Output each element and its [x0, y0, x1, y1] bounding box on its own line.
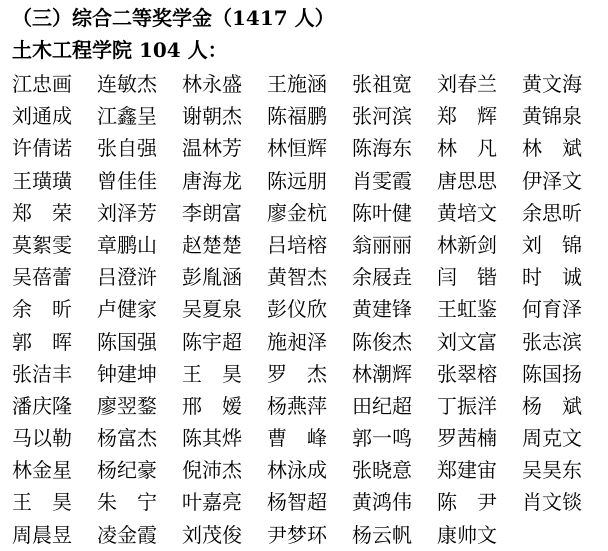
- recipient-name: 潘庆隆: [12, 393, 72, 418]
- recipient-name: 温林芳: [182, 136, 242, 161]
- recipient-name: 黄智杰: [267, 265, 327, 290]
- recipient-name: 莫絮雯: [12, 232, 72, 257]
- recipient-name: 张志滨: [522, 329, 582, 354]
- recipient-name: 王 昊: [182, 361, 242, 386]
- recipient-name: 李朗富: [182, 200, 242, 225]
- recipient-name: 林金星: [12, 458, 72, 483]
- recipient-name: 连敏杰: [97, 72, 157, 96]
- recipient-name: 翁丽丽: [352, 232, 412, 257]
- scholarship-heading: （三）综合二等奖学金（1417 人）: [12, 6, 335, 30]
- recipient-name: 廖翌鍪: [97, 393, 157, 418]
- recipient-name: 张祖宽: [352, 72, 412, 96]
- recipient-name: 彭仪欣: [267, 297, 327, 322]
- recipient-name: 刘茂俊: [182, 522, 242, 547]
- recipient-name: 林潮辉: [352, 361, 412, 386]
- recipient-name: 叶嘉亮: [182, 490, 242, 515]
- college-subheading: 土木工程学院 104 人：: [12, 38, 228, 62]
- recipient-name: 许倩诺: [12, 136, 72, 161]
- recipient-name: 曹 峰: [267, 426, 327, 451]
- recipient-name: 陈俊杰: [352, 329, 412, 354]
- recipient-name: 陈国扬: [522, 361, 582, 386]
- recipient-name: 林永盛: [182, 72, 242, 96]
- recipient-name: 刘 锦: [522, 232, 582, 257]
- recipient-name: 杨 斌: [522, 393, 582, 418]
- recipient-name: 张河滨: [352, 104, 412, 129]
- recipient-name: 王璜璜: [12, 168, 72, 193]
- recipient-name: 余 昕: [12, 297, 72, 322]
- recipient-name: 钟建坤: [97, 361, 157, 386]
- recipient-name: 凌金霞: [97, 522, 157, 547]
- recipient-name: 林恒辉: [267, 136, 327, 161]
- recipient-name: 王施涵: [267, 72, 327, 96]
- recipient-name: 郭一鸣: [352, 426, 412, 451]
- recipient-name: 丁振洋: [437, 393, 497, 418]
- recipient-name: 肖雯霞: [352, 168, 412, 193]
- recipient-name: 余思昕: [522, 200, 582, 225]
- recipient-name: 尹梦环: [267, 522, 327, 547]
- recipient-name: 林 斌: [522, 136, 582, 161]
- recipient-name: 林 凡: [437, 136, 497, 161]
- recipient-name: 杨云帆: [352, 522, 412, 547]
- recipient-name: 朱 宁: [97, 490, 157, 515]
- recipient-name: 杨纪豪: [97, 458, 157, 483]
- recipient-name: 张洁丰: [12, 361, 72, 386]
- recipient-name: 郭 晖: [12, 329, 72, 354]
- recipient-name: 卢健家: [97, 297, 157, 322]
- recipient-name: 张晓意: [352, 458, 412, 483]
- recipient-name: 郑 荣: [12, 200, 72, 225]
- recipient-name: 黄建锋: [352, 297, 412, 322]
- recipient-name: 吴蓓蕾: [12, 265, 72, 290]
- recipient-name: 陈 尹: [437, 490, 497, 515]
- recipient-name: 谢朝杰: [182, 104, 242, 129]
- recipient-name: 吕澄浒: [97, 265, 157, 290]
- recipient-name: 郑 辉: [437, 104, 497, 129]
- recipient-name: 杨燕萍: [267, 393, 327, 418]
- recipient-name: 黄鸿伟: [352, 490, 412, 515]
- recipient-name: 伊泽文: [522, 168, 582, 193]
- recipient-name: 吕培榕: [267, 232, 327, 257]
- recipient-name: 刘泽芳: [97, 200, 157, 225]
- recipient-name: 郑建宙: [437, 458, 497, 483]
- recipient-name: 黄文海: [522, 72, 582, 96]
- recipient-name: 张翠榕: [437, 361, 497, 386]
- recipient-name: 马以勒: [12, 426, 72, 451]
- recipient-name: 罗 杰: [267, 361, 327, 386]
- recipient-name: 陈海东: [352, 136, 412, 161]
- recipient-name: 吴昊东: [522, 458, 582, 483]
- recipient-name: 章鹏山: [97, 232, 157, 257]
- recipient-name: 闫 锴: [437, 265, 497, 290]
- recipient-name: 肖文锬: [522, 490, 582, 515]
- recipient-name: 余屐垚: [352, 265, 412, 290]
- recipient-name: 王虹鉴: [437, 297, 497, 322]
- recipient-name: 张自强: [97, 136, 157, 161]
- recipient-name: 陈宇超: [182, 329, 242, 354]
- recipient-name: 何育泽: [522, 297, 582, 322]
- recipient-name: 周晨昱: [12, 522, 72, 547]
- recipient-name: 田纪超: [352, 393, 412, 418]
- recipient-name: 江忠画: [12, 72, 72, 96]
- recipient-name: 时 诚: [522, 265, 582, 290]
- recipient-name: 刘文富: [437, 329, 497, 354]
- recipient-name: 唐海龙: [182, 168, 242, 193]
- recipient-name: 施昶泽: [267, 329, 327, 354]
- recipient-name: 陈福鹏: [267, 104, 327, 129]
- recipient-name: 邢 嫒: [182, 393, 242, 418]
- recipient-name: 陈国强: [97, 329, 157, 354]
- names-grid: [12, 68, 608, 551]
- recipient-name: 刘通成: [12, 104, 72, 129]
- recipient-name: 陈其烨: [182, 426, 242, 451]
- recipient-name: 江鑫呈: [97, 104, 157, 129]
- recipient-name: 黄培文: [437, 200, 497, 225]
- recipient-name: 陈远朋: [267, 168, 327, 193]
- recipient-name: 罗茜楠: [437, 426, 497, 451]
- recipient-name: 周克文: [522, 426, 582, 451]
- recipient-name: 黄锦泉: [522, 104, 582, 129]
- recipient-name: 赵楚楚: [182, 232, 242, 257]
- recipient-name: 王 昊: [12, 490, 72, 515]
- recipient-name: 林泳成: [267, 458, 327, 483]
- recipient-name: 唐思思: [437, 168, 497, 193]
- recipient-name: 吴夏泉: [182, 297, 242, 322]
- recipient-name: 倪沛杰: [182, 458, 242, 483]
- recipient-name: 林新剑: [437, 232, 497, 257]
- recipient-name: 曾佳佳: [97, 168, 157, 193]
- recipient-name: 陈叶健: [352, 200, 412, 225]
- recipient-name: 刘春兰: [437, 72, 497, 96]
- recipient-name: 康帅文: [437, 522, 497, 547]
- recipient-name: 杨智超: [267, 490, 327, 515]
- recipient-name: 廖金杭: [267, 200, 327, 225]
- recipient-name: 杨富杰: [97, 426, 157, 451]
- recipient-name: 彭胤涵: [182, 265, 242, 290]
